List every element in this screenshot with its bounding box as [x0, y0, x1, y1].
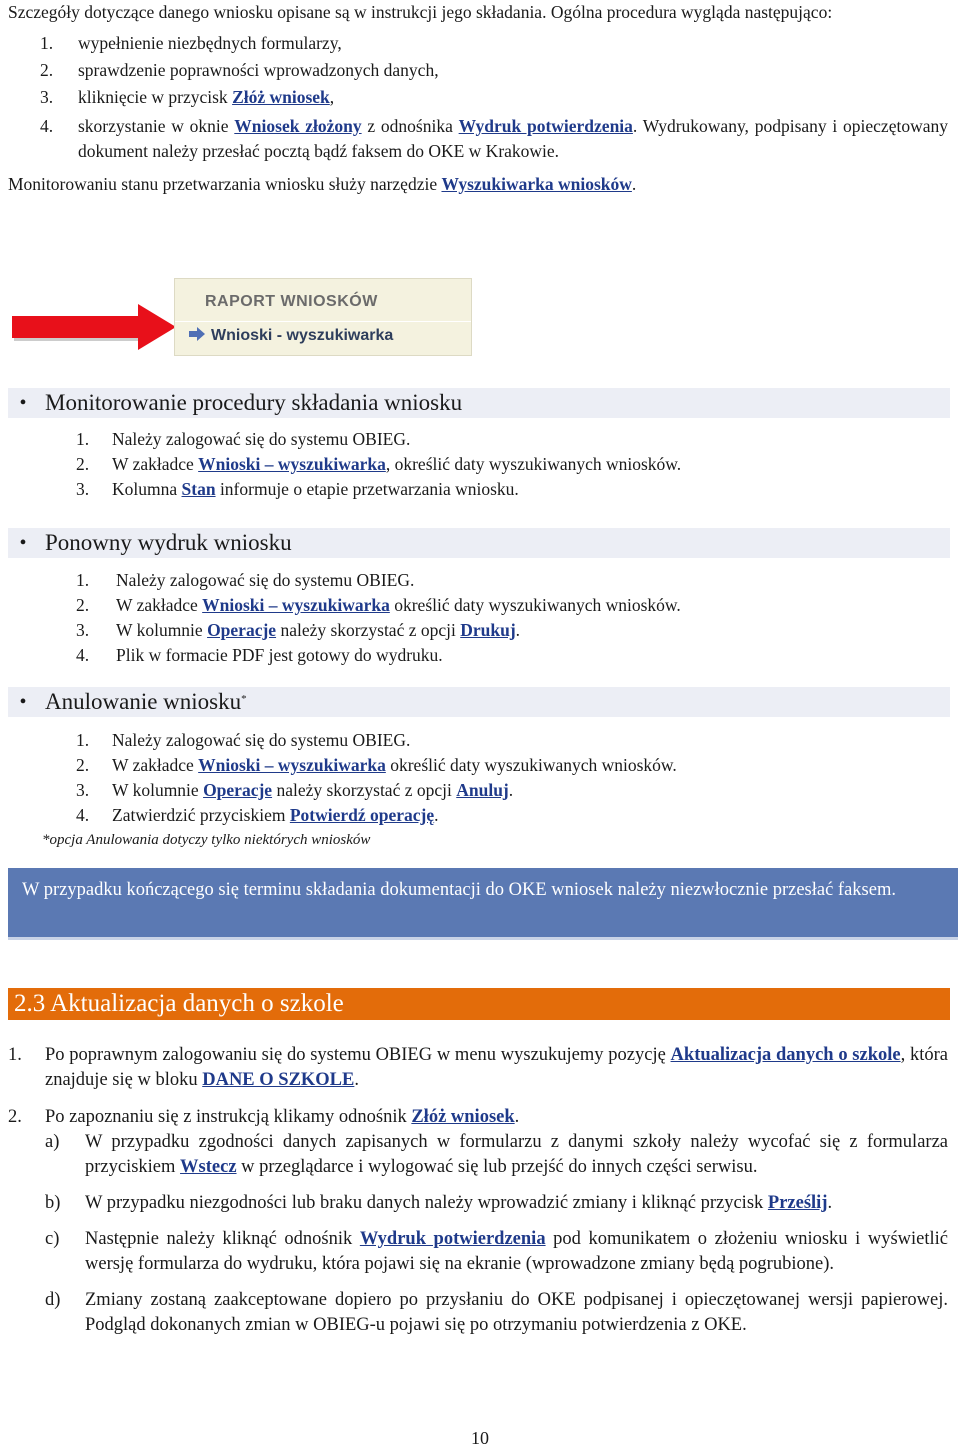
list-item	[8, 1105, 948, 1130]
section-heading-text: 2.3 Aktualizacja danych o szkole	[14, 990, 344, 1017]
section-cancel-header	[8, 687, 950, 717]
sub-item-text: W przypadku zgodności danych zapisanych w formularzu z danymi szkoły należy wycofać się z formularza przyciskiem	[85, 1132, 948, 1177]
step-text: W zakładce	[116, 595, 203, 615]
sub-item-text: Następnie należy kliknąć odnośnik	[85, 1229, 360, 1249]
section-title: Ponowny wydruk wniosku	[45, 530, 292, 555]
step-text-end: , określić daty wyszukiwanych wniosków.	[385, 454, 682, 474]
item-text-end: .	[514, 1107, 520, 1127]
sub-item-text: W przypadku niezgodności lub braku danych należy wprowadzić zmiany i kliknąć przycisk	[85, 1193, 768, 1213]
section-title: Monitorowanie procedury składania wniosku	[45, 390, 463, 415]
step-text: W zakładce	[112, 454, 199, 474]
link-stan[interactable]: Stan	[181, 479, 216, 499]
bullet-icon: •	[19, 392, 27, 414]
step-text-mid: należy skorzystać z opcji	[272, 780, 457, 800]
section-monitor-steps	[76, 427, 956, 502]
step-text: Zatwierdzić przyciskiem	[112, 805, 290, 825]
item-number: 2.	[8, 1107, 22, 1127]
link-aktualizacja-danych[interactable]: Aktualizacja danych o szkole	[670, 1045, 901, 1065]
link-wniosek-zlozony[interactable]: Wniosek złożony	[234, 116, 362, 136]
link-wyszukiwarka-wnioskow[interactable]: Wyszukiwarka wniosków	[441, 174, 632, 194]
step-number: 4.	[76, 805, 90, 825]
step-text: Należy zalogować się do systemu OBIEG.	[116, 570, 415, 590]
link-wydruk-potwierdzenia[interactable]: Wydruk potwierdzenia	[359, 1229, 546, 1249]
step-text-end: .	[434, 805, 439, 825]
sub-item-text-end: .	[827, 1193, 833, 1213]
link-wnioski-wyszukiwarka[interactable]: Wnioski – wyszukiwarka	[198, 755, 386, 775]
bullet-icon: •	[19, 691, 27, 713]
list-item	[76, 753, 956, 778]
step-number: 3.	[76, 620, 90, 640]
notice-box	[8, 868, 958, 940]
sub-item-letter: b)	[45, 1193, 61, 1213]
step-number: 2.	[76, 454, 90, 474]
step-number: 1.	[76, 570, 90, 590]
list-item	[76, 568, 956, 593]
step-text: kliknięcie w przycisk	[78, 87, 233, 107]
link-anuluj[interactable]: Anuluj	[456, 780, 509, 800]
step-text-end: określić daty wyszukiwanych wniosków.	[389, 595, 681, 615]
link-przeslij[interactable]: Prześlij	[767, 1193, 828, 1213]
section-monitor-header	[8, 388, 950, 418]
sub-item	[8, 1227, 948, 1277]
monitor-text: Monitorowaniu stanu przetwarzania wniosku służy narzędzie	[8, 174, 442, 194]
step-text: Należy zalogować się do systemu OBIEG.	[112, 429, 411, 449]
bullet-icon: •	[19, 532, 27, 554]
section-heading-2-3	[8, 988, 950, 1020]
sub-item-letter: c)	[45, 1229, 60, 1249]
step-text: Plik w formacie PDF jest gotowy do wydruku.	[116, 645, 443, 665]
list-item	[8, 1043, 948, 1093]
step-text: Należy zalogować się do systemu OBIEG.	[112, 730, 411, 750]
section-title	[45, 687, 247, 717]
list-item	[76, 427, 956, 452]
link-wstecz[interactable]: Wstecz	[180, 1157, 237, 1177]
procedure-list	[8, 31, 948, 164]
step-text-end: informuje o etapie przetwarzania wniosku.	[215, 479, 519, 499]
menu-item-wnioski-wyszukiwarka[interactable]: Wnioski - wyszukiwarka	[211, 327, 394, 344]
link-wydruk-potwierdzenia[interactable]: Wydruk potwierdzenia	[458, 116, 633, 136]
item-text: Po poprawnym zalogowaniu się do systemu OBIEG w menu wyszukujemy pozycję	[45, 1045, 671, 1065]
list-item	[76, 643, 956, 668]
sub-item	[8, 1130, 948, 1180]
procedure-step	[8, 58, 948, 83]
link-drukuj[interactable]: Drukuj	[460, 620, 516, 640]
list-item	[76, 452, 956, 477]
item-text-mid: , która znajduje się w bloku	[45, 1045, 948, 1090]
link-operacje[interactable]: Operacje	[207, 620, 277, 640]
section-reprint-steps	[76, 568, 956, 668]
item-number: 1.	[8, 1045, 22, 1065]
list-item	[76, 778, 956, 803]
sub-item-text: Zmiany zostaną zaakceptowane dopiero po przysłaniu do OKE podpisanej i opieczętowanej wersji papierowej. Podgląd dokonanych zmian w OBIEG-u pojawi się po otrzymaniu potwierdzenia z OKE.	[85, 1290, 948, 1335]
step-text: Kolumna	[112, 479, 182, 499]
link-wnioski-wyszukiwarka[interactable]: Wnioski – wyszukiwarka	[202, 595, 390, 615]
procedure-step	[8, 31, 948, 56]
procedure-step	[8, 114, 948, 164]
step-text: wypełnienie niezbędnych formularzy,	[78, 33, 342, 53]
footnote-marker: *	[241, 693, 247, 705]
link-zloz-wniosek[interactable]: Złóż wniosek	[232, 87, 330, 107]
sub-item-letter: d)	[45, 1290, 61, 1310]
section-reprint-header	[8, 528, 950, 558]
monitor-text-end: .	[631, 174, 637, 194]
arrow-right-icon	[189, 327, 205, 341]
step-number: 3.	[76, 780, 90, 800]
footnote: *opcja Anulowania dotyczy tylko niektórych wniosków	[42, 832, 371, 848]
step-text: W kolumnie	[116, 620, 208, 640]
section-2-3-body	[8, 1043, 948, 1338]
step-text-end: .	[515, 620, 521, 640]
list-item	[76, 593, 956, 618]
menu-screenshot	[8, 276, 478, 358]
step-text-end: . Wydrukowany, podpisany i opieczętowany dokument należy przesłać pocztą bądź faksem do OKE w Krakowie.	[78, 116, 948, 161]
section-title-text: Anulowanie wniosku	[45, 689, 242, 714]
step-number: 2.	[76, 595, 90, 615]
intro-paragraph: Szczegóły dotyczące danego wniosku opisane są w instrukcji jego składania. Ogólna procedura wygląda następująco:	[8, 2, 833, 22]
page-number: 10	[471, 1428, 489, 1448]
list-item	[76, 803, 956, 828]
list-item	[76, 618, 956, 643]
list-item	[76, 477, 956, 502]
step-number: 1.	[76, 730, 90, 750]
link-dane-o-szkole[interactable]: DANE O SZKOLE	[202, 1070, 355, 1090]
item-text: Po zapoznaniu się z instrukcją klikamy odnośnik	[45, 1107, 412, 1127]
step-number: 1.	[76, 429, 90, 449]
step-text-end: ,	[329, 87, 335, 107]
step-number: 3.	[40, 87, 54, 107]
step-text-mid: należy skorzystać z opcji	[276, 620, 461, 640]
notice-text: W przypadku kończącego się terminu składania dokumentacji do OKE wniosek należy niezwłocznie przesłać faksem.	[22, 880, 896, 900]
step-text-mid: z odnośnika	[361, 116, 459, 136]
link-potwierdz-operacje[interactable]: Potwierdź operację	[289, 805, 435, 825]
step-number: 1.	[40, 33, 54, 53]
step-number: 4.	[76, 645, 90, 665]
step-number: 2.	[76, 755, 90, 775]
link-wnioski-wyszukiwarka[interactable]: Wnioski – wyszukiwarka	[198, 454, 386, 474]
sub-item-text-end: pod komunikatem o złożeniu wniosku i wyświetlić wersję formularza do wydruku, która pojawi się na ekranie (wprowadzone zmiany będą pogrubione).	[85, 1229, 948, 1274]
link-operacje[interactable]: Operacje	[203, 780, 273, 800]
list-item	[76, 728, 956, 753]
step-number: 4.	[40, 116, 54, 136]
step-text: W kolumnie	[112, 780, 204, 800]
section-cancel-steps	[76, 728, 956, 828]
step-text: W zakładce	[112, 755, 199, 775]
intro-block	[8, 0, 948, 197]
item-text-end: .	[354, 1070, 359, 1090]
step-text: skorzystanie w oknie	[78, 116, 235, 136]
sub-item	[8, 1191, 948, 1216]
step-text-end: .	[508, 780, 514, 800]
monitor-paragraph	[8, 172, 948, 197]
sub-item-letter: a)	[45, 1132, 60, 1152]
step-text: sprawdzenie poprawności wprowadzonych danych,	[78, 60, 439, 80]
menu-header: RAPORT WNIOSKÓW	[205, 293, 378, 310]
step-text-end: określić daty wyszukiwanych wniosków.	[385, 755, 677, 775]
sub-item	[8, 1288, 948, 1338]
step-number: 3.	[76, 479, 90, 499]
menu-panel	[174, 278, 472, 356]
sub-item-text-end: w przeglądarce i wylogować się lub przejść do innych części serwisu.	[236, 1157, 758, 1177]
link-zloz-wniosek[interactable]: Złóż wniosek	[411, 1107, 515, 1127]
step-number: 2.	[40, 60, 54, 80]
procedure-step	[8, 85, 948, 110]
